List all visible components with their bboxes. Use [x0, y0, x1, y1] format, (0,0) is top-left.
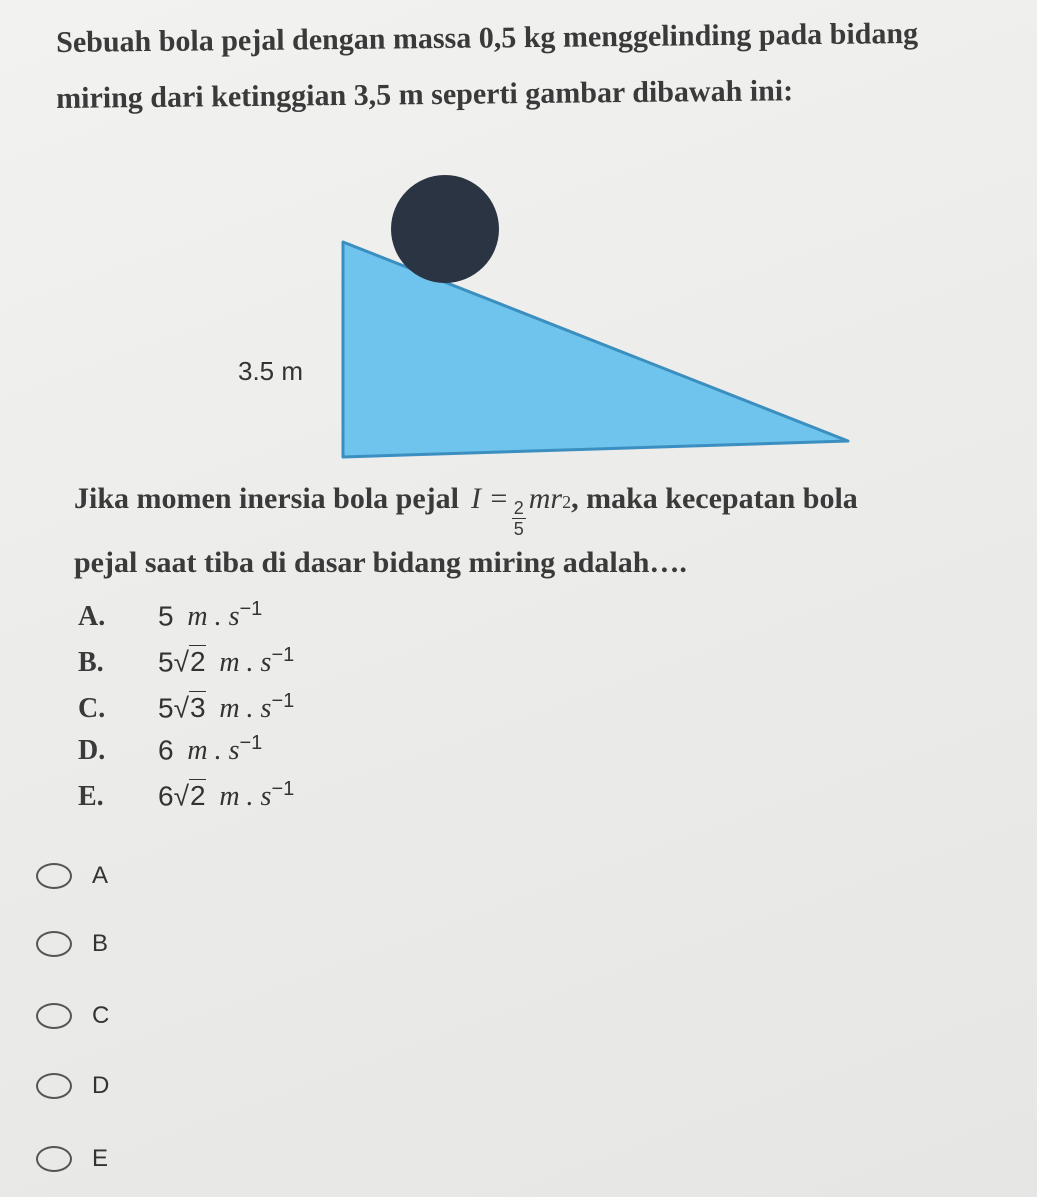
option-a: [78, 598, 262, 633]
option-exponent: −1: [239, 598, 263, 620]
answer-radio-e[interactable]: [36, 1145, 108, 1173]
question-line-1: Sebuah bola pejal dengan massa 0,5 kg menggelinding pada bidang: [56, 16, 919, 59]
radio-circle-icon[interactable]: [36, 931, 72, 957]
incline-figure: [0, 0, 1037, 480]
formula-exponent: 2: [562, 492, 572, 512]
prompt-line-2: pejal saat tiba di dasar bidang miring adalah….: [74, 546, 687, 579]
option-value: [158, 598, 262, 633]
option-e: [78, 778, 294, 813]
sqrt-symbol: √: [173, 646, 189, 678]
formula-lhs: I =: [471, 482, 509, 515]
option-value: [158, 732, 262, 767]
option-coefficient: 5: [158, 600, 174, 632]
question-line-2: miring dari ketinggian 3,5 m seperti gambar dibawah ini:: [56, 74, 794, 115]
option-coefficient: 5: [158, 692, 174, 724]
option-value: [158, 778, 294, 813]
option-unit: m . s: [219, 693, 272, 725]
height-label: 3.5 m: [238, 356, 304, 386]
option-letter: B.: [78, 647, 104, 679]
answer-radio-a[interactable]: [36, 862, 108, 890]
option-exponent: −1: [271, 644, 295, 666]
option-unit: m . s: [219, 781, 272, 813]
answer-label[interactable]: D: [92, 1072, 110, 1099]
answer-label[interactable]: A: [92, 862, 109, 889]
option-unit: m . s: [219, 647, 272, 679]
option-c: [78, 690, 294, 725]
option-value: [158, 644, 294, 679]
answer-label[interactable]: C: [92, 1002, 110, 1029]
radio-circle-icon[interactable]: [36, 1146, 72, 1172]
option-letter: A.: [78, 601, 106, 633]
option-radicand: 2: [189, 780, 206, 812]
prompt-text-after: , maka kecepatan bola: [571, 482, 858, 515]
option-coefficient: 6: [158, 734, 174, 766]
option-exponent: −1: [271, 690, 295, 712]
option-radicand: 2: [189, 646, 206, 678]
radio-circle-icon[interactable]: [36, 863, 72, 889]
radio-circle-icon[interactable]: [36, 1073, 72, 1099]
prompt-line-1: [74, 482, 858, 539]
option-value: [158, 690, 294, 725]
option-exponent: −1: [239, 732, 263, 754]
option-radicand: 3: [189, 692, 206, 724]
option-b: [78, 644, 294, 679]
option-letter: C.: [78, 693, 106, 725]
option-d: [78, 732, 262, 767]
answer-radio-b[interactable]: [36, 930, 108, 958]
formula-rhs: mr: [528, 482, 563, 515]
sqrt-symbol: √: [173, 780, 189, 812]
formula-fraction: [512, 498, 526, 539]
radio-circle-icon[interactable]: [36, 1003, 72, 1029]
option-letter: E.: [78, 781, 104, 813]
fraction-denominator: 5: [513, 519, 524, 539]
option-coefficient: 6: [158, 780, 174, 812]
fraction-numerator: 2: [513, 498, 524, 518]
prompt-text-before: Jika momen inersia bola pejal: [74, 482, 460, 515]
answer-radio-d[interactable]: [36, 1072, 109, 1100]
option-unit: m . s: [187, 735, 240, 767]
solid-ball: [391, 175, 499, 283]
answer-radio-c[interactable]: [36, 1002, 109, 1030]
option-letter: D.: [78, 735, 106, 767]
sqrt-symbol: √: [173, 692, 189, 724]
option-coefficient: 5: [158, 646, 174, 678]
option-exponent: −1: [271, 778, 295, 800]
answer-label[interactable]: E: [92, 1145, 109, 1172]
answer-label[interactable]: B: [92, 930, 109, 957]
option-unit: m . s: [187, 601, 240, 633]
